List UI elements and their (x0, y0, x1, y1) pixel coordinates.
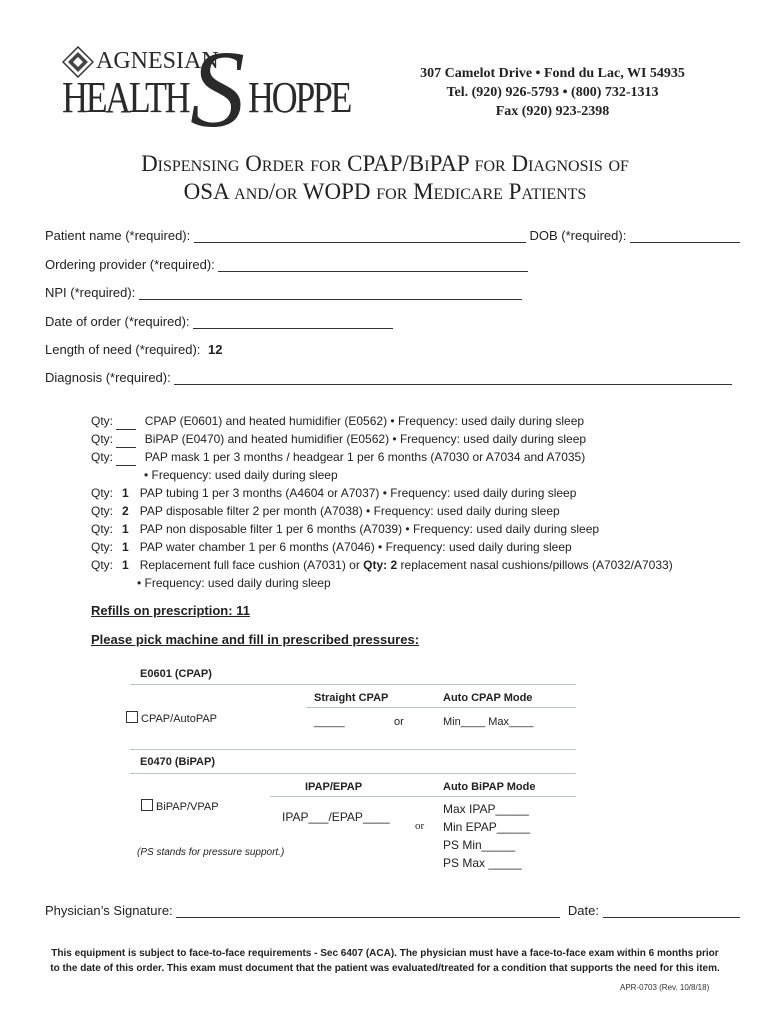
diagnosis-label: Diagnosis (*required): (45, 370, 171, 385)
cpap-straight-field[interactable]: _____ (314, 716, 345, 728)
logo-s-letter: S (190, 28, 245, 150)
bipap-or: or (415, 820, 425, 832)
item-text: CPAP (E0601) and heated humidifier (E0562) • Frequency: used daily during sleep (144, 414, 585, 428)
page-title (0, 150, 770, 206)
logo-line3: HOPPE (248, 73, 350, 122)
item-text: • Frequency: used daily during sleep (144, 468, 338, 482)
contact-tel: Tel. (920) 926-5793 • (800) 732-1313 (446, 85, 659, 100)
item-text: BiPAP (E0470) and heated humidifier (E0562) • Frequency: used daily during sleep (144, 432, 587, 446)
disclaimer-line1: This equipment is subject to face-to-face requirements - Sec 6407 (ACA). The physician must have a face-to-face exam within 6 months prior (51, 948, 719, 959)
qty-value[interactable]: 1 (122, 522, 129, 536)
max-ipap-field[interactable]: Max IPAP_____ (443, 802, 529, 816)
contact-address: 307 Camelot Drive • Fond du Lac, WI 54935 (420, 66, 685, 81)
qty-value[interactable]: 2 (122, 504, 129, 518)
cpap-header: E0601 (CPAP) (140, 668, 212, 680)
min-epap-field[interactable]: Min EPAP_____ (443, 820, 531, 834)
bipap-checkbox[interactable] (141, 799, 153, 811)
ps-min-field[interactable]: PS Min_____ (443, 838, 516, 852)
length-of-need-row (45, 342, 222, 357)
contact-fax: Fax (920) 923-2398 (495, 104, 610, 119)
qty-label: Qty: (91, 558, 114, 572)
qty-label: Qty: (91, 522, 114, 536)
qty-field[interactable] (116, 453, 136, 466)
title-line2: OSA and/or WOPD for Medicare Patients (183, 179, 587, 204)
item-text: PAP tubing 1 per 3 months (A4604 or A7037) • Frequency: used daily during sleep (139, 486, 577, 500)
qty-inline-value[interactable]: Qty: 2 (363, 558, 398, 572)
logo-line1: AGNESIAN (96, 48, 219, 74)
patient-name-row (45, 228, 740, 243)
date-of-order-field[interactable] (193, 316, 393, 329)
list-item (91, 448, 731, 466)
qty-label: Qty: (91, 486, 114, 500)
signature-row (45, 903, 740, 918)
signature-field[interactable] (176, 905, 560, 918)
date-field[interactable] (603, 905, 740, 918)
cpap-or: or (394, 716, 404, 728)
patient-name-label: Patient name (*required): (45, 228, 191, 243)
qty-label: Qty: (91, 414, 114, 428)
cpap-col-divider (306, 707, 576, 708)
length-of-need-label: Length of need (*required): (45, 342, 201, 357)
list-item (91, 502, 731, 520)
date-label: Date: (567, 903, 599, 918)
cpap-col-straight: Straight CPAP (314, 692, 389, 704)
item-list (91, 412, 731, 592)
ps-note: (PS stands for pressure support.) (137, 847, 285, 858)
list-item-continuation (91, 466, 731, 484)
qty-field[interactable] (116, 435, 136, 448)
date-of-order-label: Date of order (*required): (45, 314, 190, 329)
logo-line2: HEALTH (62, 73, 189, 122)
bipap-auto-fields (443, 800, 530, 872)
item-text: Replacement full face cushion (A7031) or (139, 558, 360, 572)
qty-value[interactable]: 1 (122, 558, 129, 572)
list-item (91, 520, 731, 538)
item-text: PAP non disposable filter 1 per 6 months (A7039) • Frequency: used daily during sleep (139, 522, 600, 536)
list-item (91, 556, 731, 574)
list-item (91, 430, 731, 448)
cpap-checkbox[interactable] (126, 711, 138, 723)
qty-label: Qty: (91, 504, 114, 518)
disclaimer (0, 946, 770, 976)
list-item-continuation (91, 574, 731, 592)
dob-field[interactable] (630, 230, 740, 243)
qty-value[interactable]: 1 (122, 540, 129, 554)
qty-label: Qty: (91, 450, 114, 464)
cpap-header-divider (130, 684, 576, 685)
disclaimer-line2: to the date of this order. This exam must document that the patient was evaluated/treated for a condition that supports the need for this item. (50, 963, 720, 974)
dob-label: DOB (*required): (529, 228, 627, 243)
item-text: PAP water chamber 1 per 6 months (A7046) • Frequency: used daily during sleep (139, 540, 572, 554)
list-item (91, 484, 731, 502)
cpap-bottom-divider (130, 749, 576, 750)
qty-value[interactable]: 1 (122, 486, 129, 500)
refills-text: Refills on prescription: 11 (91, 603, 250, 618)
bipap-col-ipap: IPAP/EPAP (305, 781, 363, 793)
title-line1: Dispensing Order for CPAP/BiPAP for Diagnosis of (141, 151, 629, 176)
bipap-header: E0470 (BiPAP) (140, 756, 215, 768)
diagnosis-field[interactable] (174, 372, 732, 385)
npi-row (45, 285, 522, 300)
pick-machine-text: Please pick machine and fill in prescribed pressures: (91, 632, 420, 647)
npi-label: NPI (*required): (45, 285, 136, 300)
patient-name-field[interactable] (194, 230, 526, 243)
qty-label: Qty: (91, 540, 114, 554)
date-of-order-row (45, 314, 393, 329)
ps-max-field[interactable]: PS Max _____ (443, 856, 522, 870)
item-text: • Frequency: used daily during sleep (137, 576, 331, 590)
bipap-header-divider (130, 773, 576, 774)
item-text: PAP mask 1 per 3 months / headgear 1 per 6 months (A7030 or A7034 and A7035) (144, 450, 586, 464)
bipap-col-auto: Auto BiPAP Mode (443, 781, 536, 793)
qty-label: Qty: (91, 432, 114, 446)
list-item (91, 538, 731, 556)
qty-field[interactable] (116, 417, 136, 430)
contact-block (390, 64, 715, 121)
length-of-need-value[interactable]: 12 (208, 342, 223, 357)
bipap-ipap-epap-field[interactable]: IPAP___/EPAP____ (282, 810, 390, 824)
ordering-provider-label: Ordering provider (*required): (45, 257, 215, 272)
cpap-minmax-field[interactable]: Min____ Max____ (443, 716, 534, 728)
bipap-checkbox-label: BiPAP/VPAP (156, 801, 219, 813)
diagnosis-row (45, 370, 732, 385)
cpap-col-auto: Auto CPAP Mode (443, 692, 533, 704)
cpap-checkbox-row[interactable] (126, 711, 217, 725)
ordering-provider-field[interactable] (218, 259, 528, 272)
cpap-checkbox-label: CPAP/AutoPAP (141, 713, 218, 725)
list-item (91, 412, 731, 430)
signature-label: Physician’s Signature: (45, 903, 173, 918)
npi-field[interactable] (139, 287, 522, 300)
item-text: replacement nasal cushions/pillows (A7032/A7033) (400, 558, 673, 572)
item-text: PAP disposable filter 2 per month (A7038) • Frequency: used daily during sleep (139, 504, 560, 518)
logo (62, 28, 372, 150)
ordering-provider-row (45, 257, 528, 272)
bipap-col-divider (270, 796, 576, 797)
bipap-checkbox-row[interactable] (141, 799, 219, 813)
form-code: APR-0703 (Rev. 10/8/18) (620, 983, 710, 992)
